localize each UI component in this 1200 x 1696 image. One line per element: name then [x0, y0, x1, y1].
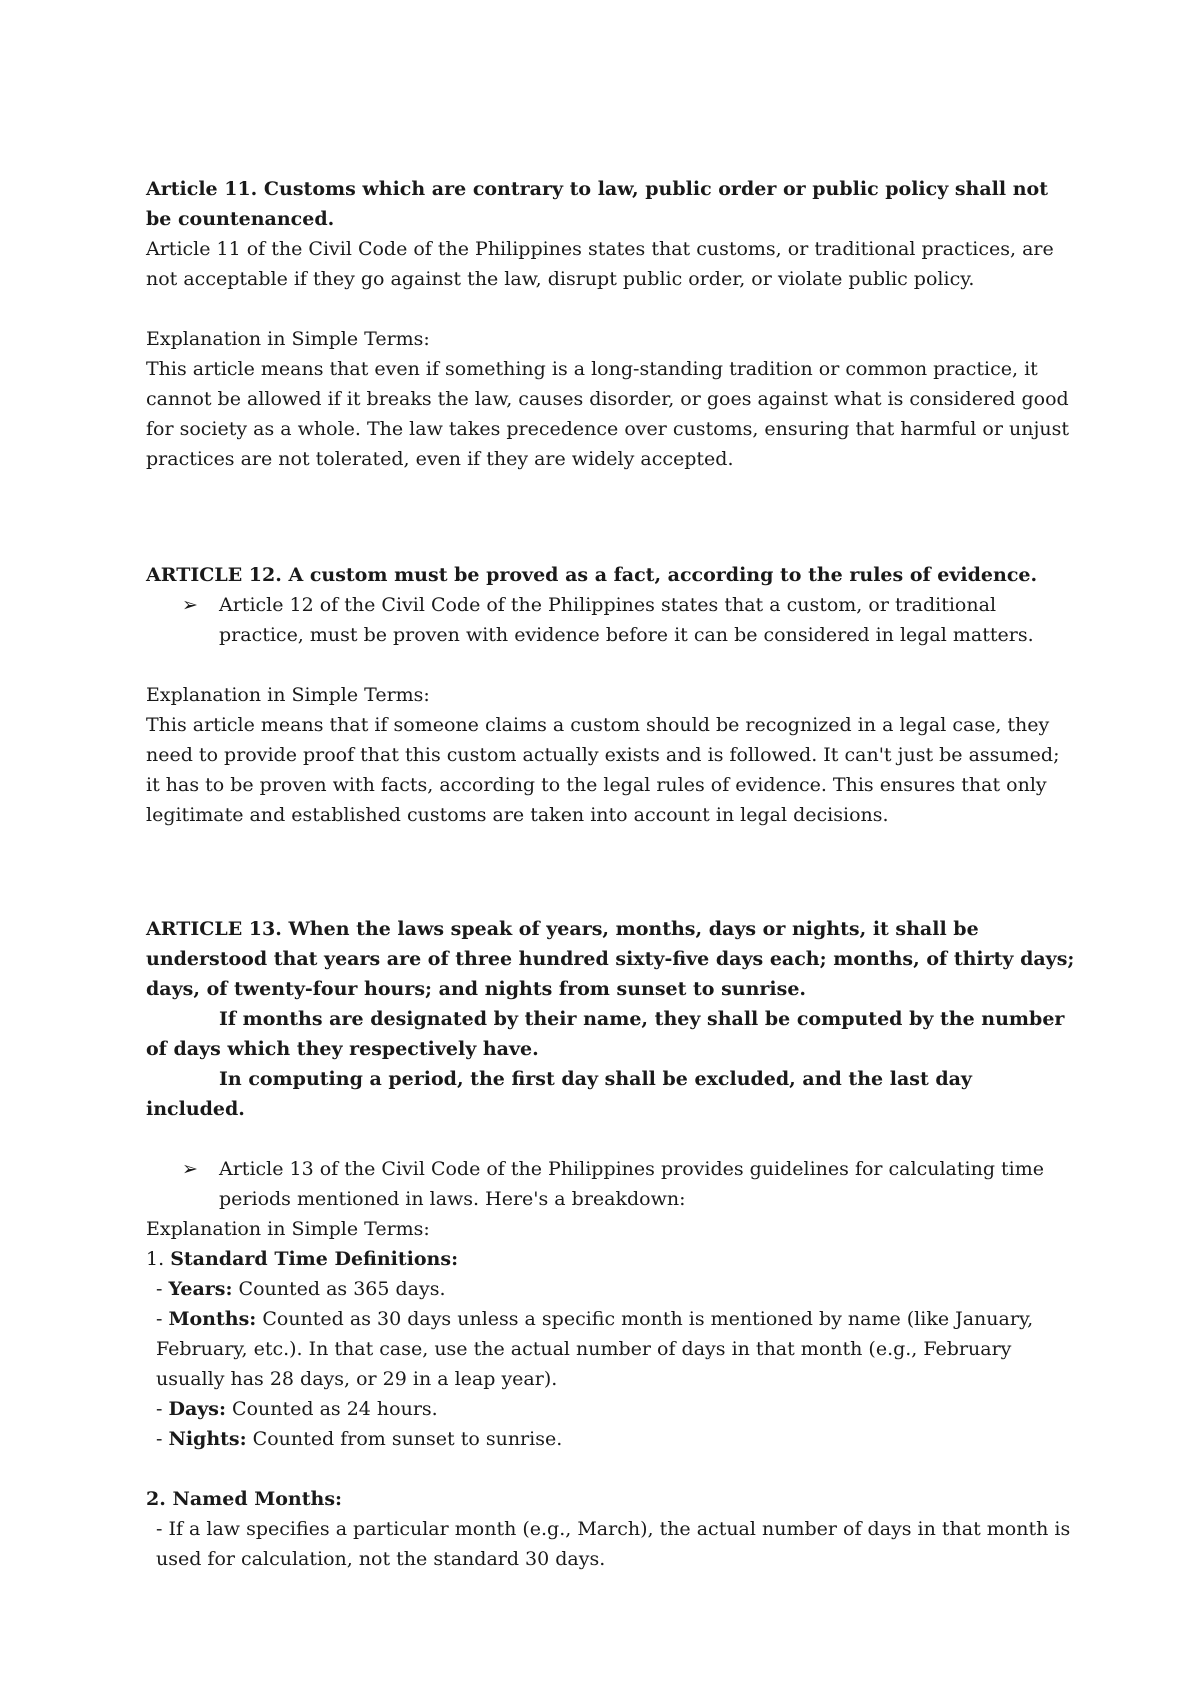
article-13-paragraph-2: If months are designated by their name, they shall be computed by the number of days which they respectively have. [146, 1008, 1065, 1060]
section-2-title: 2. Named Months: [146, 1488, 343, 1510]
article-13-paragraph-3: In computing a period, the first day shall be excluded, and the last day included. [146, 1068, 972, 1120]
article-12 [146, 560, 1076, 830]
article-13-explain-label: Explanation in Simple Terms: [146, 1218, 430, 1240]
section-1-title: 1. Standard Time Definitions: [146, 1248, 459, 1270]
article-12-heading: ARTICLE 12. A custom must be proved as a fact, according to the rules of evidence. [146, 564, 1038, 586]
definition-item: - Years: Counted as 365 days. [156, 1278, 446, 1300]
article-11-heading: Article 11. Customs which are contrary to law, public order or public policy shall not be countenanced. [146, 178, 1048, 230]
definition-item: - Months: Counted as 30 days unless a specific month is mentioned by name (like January, February, etc.). In that case, use the actual number of days in that month (e.g., February usually has 28 days, or 29 in a leap year). [156, 1308, 1034, 1390]
definition-item: - Nights: Counted from sunset to sunrise. [156, 1428, 563, 1450]
section-2-text: - If a law specifies a particular month (e.g., March), the actual number of days in that month is used for calculation, not the standard 30 days. [156, 1518, 1071, 1570]
article-12-bullet: ➢ Article 12 of the Civil Code of the Philippines states that a custom, or traditional practice, must be proven with evidence before it can be considered in legal matters. [146, 590, 1076, 650]
article-12-explain-label: Explanation in Simple Terms: [146, 684, 430, 706]
article-11-summary: Article 11 of the Civil Code of the Philippines states that customs, or traditional practices, are not acceptable if they go against the law, disrupt public order, or violate public policy. [146, 238, 1054, 290]
article-13 [146, 914, 1076, 1574]
article-12-explanation: This article means that if someone claims a custom should be recognized in a legal case, they need to provide proof that this custom actually exists and is followed. It can't just be assumed; it has to be proven with facts, according to the legal rules of evidence. This ensures that only legitimate and established customs are taken into account in legal decisions. [146, 714, 1060, 826]
document-page [146, 174, 1076, 1574]
article-13-heading: ARTICLE 13. When the laws speak of years, months, days or nights, it shall be understood that years are of three hundred sixty-five days each; months, of thirty days; days, of twenty-four hours; and nights from sunset to sunrise. [146, 918, 1075, 1000]
arrow-bullet-icon: ➢ [182, 594, 198, 616]
article-11-explain-label: Explanation in Simple Terms: [146, 328, 430, 350]
article-13-bullet: ➢ Article 13 of the Civil Code of the Philippines provides guidelines for calculating time periods mentioned in laws. Here's a breakdown: [146, 1154, 1076, 1214]
article-11 [146, 174, 1076, 474]
arrow-bullet-icon: ➢ [182, 1158, 198, 1180]
definition-item: - Days: Counted as 24 hours. [156, 1398, 438, 1420]
article-11-explanation: This article means that even if something is a long-standing tradition or common practice, it cannot be allowed if it breaks the law, causes disorder, or goes against what is considered good for society as a whole. The law takes precedence over customs, ensuring that harmful or unjust practices are not tolerated, even if they are widely accepted. [146, 358, 1069, 470]
